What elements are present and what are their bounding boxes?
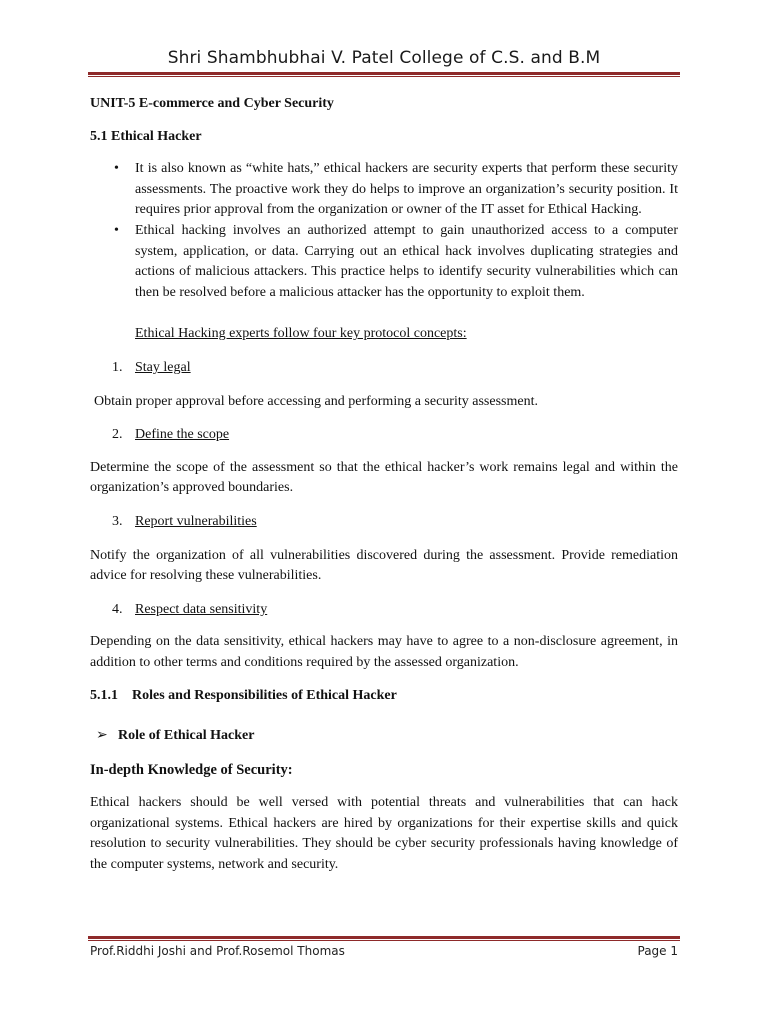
bullet-glyph: • <box>114 161 119 177</box>
knowledge-text: Ethical hackers should be well versed with potential threats and vulnerabilities that can hack organizational systems. Ethical hackers are hired by organizations for their expertise skills and quick resolution to security vulnerabilities. They should be cyber security professionals having knowledge of the computer systems, network and security. <box>90 795 678 873</box>
subsection-heading: 5.1.1 Roles and Responsibilities of Ethical Hacker <box>90 688 397 704</box>
bullet-item: • It is also known as “white hats,” ethical hackers are security experts that perform these security assessments. The proactive work they do helps to improve an organization’s security position. It requires prior approval from the organization or owner of the IT asset for Ethical Hacking. <box>114 161 678 218</box>
concept-1-title: 1. Stay legal <box>112 359 191 375</box>
section-title: 5.1 Ethical Hacker <box>90 128 202 144</box>
arrow-bullet-icon: ➢ <box>96 728 108 744</box>
footer-authors: Prof.Riddhi Joshi and Prof.Rosemol Thomas <box>90 944 345 958</box>
concept-3-desc: Notify the organization of all vulnerabilities discovered during the assessment. Provide remediation advice for resolving these vulnerabilities. <box>90 547 678 584</box>
bullet-item: • Ethical hacking involves an authorized attempt to gain unauthorized access to a computer system, application, or data. Carrying out an ethical hack involves duplicating strategies and actions of malicious attackers. This practice helps to identify security vulnerabilities which can then be resolved before a malicious attacker has the opportunity to exploit them. <box>114 222 678 300</box>
concept-3-title: 3. Report vulnerabilities <box>112 513 257 529</box>
footer-page-number: Page 1 <box>637 944 678 958</box>
concept-4-desc: Depending on the data sensitivity, ethical hackers may have to agree to a non-disclosure agreement, in addition to other terms and conditions required by the assessed organization. <box>90 634 678 670</box>
knowledge-heading: In-depth Knowledge of Security: <box>90 761 293 778</box>
unit-title: UNIT-5 E-commerce and Cyber Security <box>90 96 334 111</box>
header-rule <box>88 72 680 77</box>
footer-rule <box>88 936 680 941</box>
concept-2-desc: Determine the scope of the assessment so that the ethical hacker’s work remains legal and within the organization’s approved boundaries. <box>90 459 678 496</box>
document-body <box>90 94 678 876</box>
page-footer <box>90 944 678 958</box>
protocol-intro: Ethical Hacking experts follow four key protocol concepts: <box>135 326 467 342</box>
bullet-list <box>90 159 678 303</box>
concept-1-desc: Obtain proper approval before accessing and performing a security assessment. <box>94 393 538 409</box>
bullet-glyph: • <box>114 222 119 238</box>
concept-2-title: 2. Define the scope <box>112 427 230 443</box>
page-header-title: Shri Shambhubhai V. Patel College of C.S. and B.M <box>167 48 601 68</box>
role-heading: ➢ Role of Ethical Hacker <box>90 726 678 747</box>
concept-4-title: 4. Respect data sensitivity <box>112 601 268 617</box>
